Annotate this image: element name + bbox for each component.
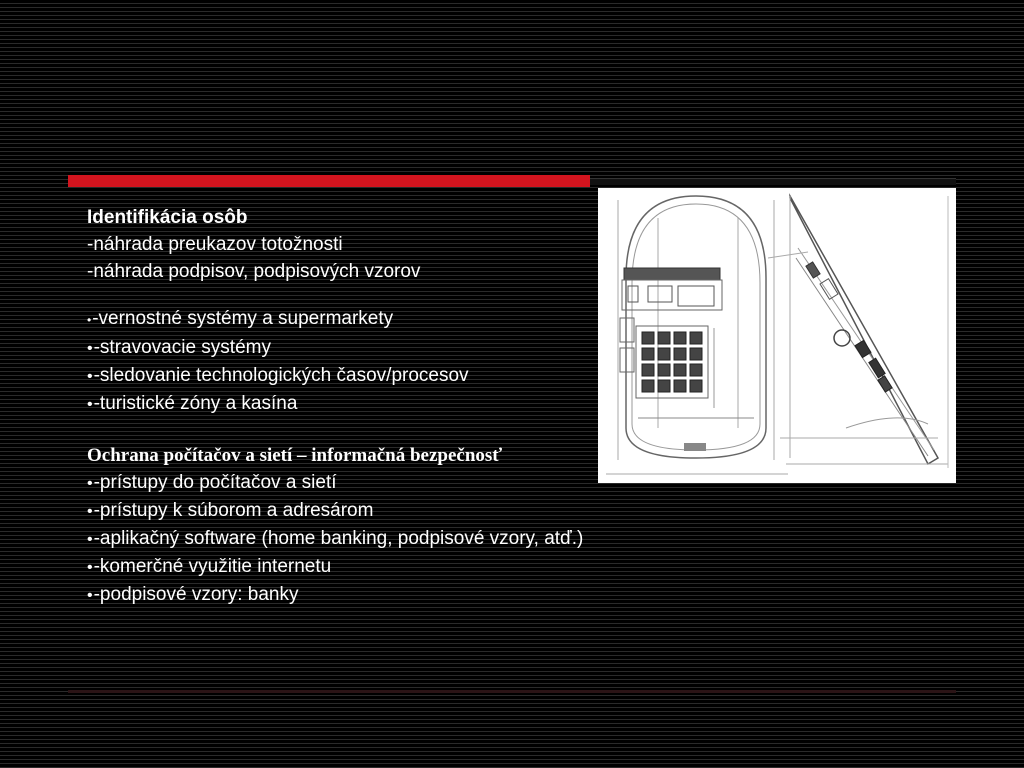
- bullet-text: -stravovacie systémy: [93, 337, 271, 358]
- bullet-icon: •: [87, 475, 93, 492]
- bullet-icon: •: [87, 368, 93, 385]
- section-heading-identification: Identifikácia osôb: [87, 207, 248, 228]
- bullet-icon: •: [87, 587, 93, 604]
- bullet-icon: •: [87, 559, 93, 576]
- bullet-icon: •: [87, 396, 93, 413]
- text-line: -náhrada podpisov, podpisových vzorov: [87, 261, 421, 282]
- bullet-icon: •: [87, 531, 93, 548]
- bullet-icon: •: [87, 503, 93, 520]
- bullet-text: -vernostné systémy a supermarkety: [92, 308, 394, 329]
- bullet-item: [87, 581, 727, 609]
- bullet-text: -prístupy k súborom a adresárom: [93, 500, 374, 521]
- section-heading-security: Ochrana počítačov a sietí – informačná bezpečnosť: [87, 445, 503, 466]
- bullet-text: -aplikačný software (home banking, podpisové vzory, atď.): [93, 528, 584, 549]
- title-accent-line: [590, 178, 956, 185]
- bullet-item: [87, 497, 727, 525]
- bullet-item: [87, 525, 727, 553]
- bullet-text: -prístupy do počítačov a sietí: [93, 472, 337, 493]
- bullet-icon: •: [87, 340, 93, 357]
- bullet-text: -turistické zóny a kasína: [93, 393, 298, 414]
- footer-rule: [68, 690, 956, 693]
- device-technical-drawing: [598, 188, 956, 483]
- device-drawing-svg: [598, 188, 956, 483]
- bullet-item: [87, 553, 727, 581]
- text-line: -náhrada preukazov totožnosti: [87, 234, 343, 255]
- bullet-text: -podpisové vzory: banky: [93, 584, 299, 605]
- bullet-text: -komerčné využitie internetu: [93, 556, 332, 577]
- title-accent-bar: [68, 175, 590, 187]
- bullet-text: -sledovanie technologických časov/procesov: [93, 365, 469, 386]
- bullet-icon: •: [87, 313, 92, 327]
